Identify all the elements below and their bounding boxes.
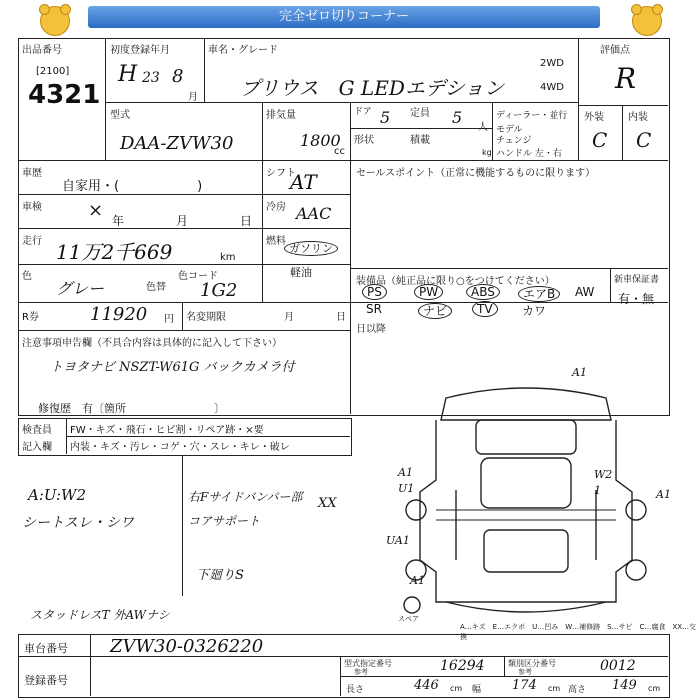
mark-a1-right: A1 — [656, 488, 671, 501]
first-reg-month: 8 — [172, 66, 184, 87]
exterior-value: C — [592, 128, 608, 152]
grade-value: R — [615, 62, 637, 95]
lot-label: 出品番号 — [22, 45, 62, 56]
recycle-label: R券 — [22, 312, 39, 323]
mark-a1-left: A1 — [398, 466, 413, 479]
first-reg-label: 初度登録年月 — [110, 45, 170, 56]
mark-a1-top: A1 — [572, 366, 587, 379]
model-label: 型式 — [110, 110, 130, 121]
notes-value: トヨタナビ NSZT-W61G バックカメラ付 — [50, 360, 295, 375]
shift-label: シフト — [266, 168, 296, 179]
fuel-gasoline: ガソリン — [284, 240, 338, 256]
inspector-label2: 記入欄 — [22, 442, 52, 453]
registration-label: 登録番号 — [24, 674, 68, 687]
inspection-day-unit: 日 — [240, 214, 253, 228]
repair-label: 修復歴 有〔箇所 〕 — [38, 402, 225, 415]
len-unit: cm — [450, 684, 463, 693]
remarks-mid2: コアサポート — [188, 514, 261, 528]
car-name-label: 車名・グレード — [208, 45, 278, 56]
equip-aw: AW — [575, 285, 595, 299]
lot-number: 4321 — [28, 80, 101, 110]
remarks-mid-mark: XX — [318, 496, 337, 511]
doors-label: ドア — [354, 107, 372, 117]
type-no-value: 16294 — [440, 658, 485, 674]
equipment-label: 装備品（純正品に限り○をつけてください） — [356, 276, 555, 287]
w-value: 174 — [512, 678, 537, 693]
inspector-row1: FW・キズ・飛石・ヒビ割・リペア跡・×要 — [70, 425, 264, 436]
equip-leather: カワ — [522, 304, 547, 318]
fuel-diesel: 軽油 — [290, 266, 312, 279]
inspector-row2: 内装・キズ・汚レ・コゲ・穴・スレ・キレ・破レ — [70, 442, 290, 453]
len-value: 446 — [414, 678, 439, 693]
remarks-bottom: スタッドレスT 外AWナシ — [30, 608, 170, 622]
displacement-value: 1800 — [300, 131, 341, 150]
transfer-month-unit: 月 — [284, 312, 294, 323]
mileage-label: 走行 — [22, 236, 42, 247]
w-label: 幅 — [472, 685, 482, 695]
color-code-label: 色コード — [178, 271, 218, 282]
h-value: 149 — [612, 678, 637, 693]
color-code: 1G2 — [200, 280, 238, 301]
use-value: 自家用・( ) — [62, 179, 203, 194]
notes-label: 注意事項申告欄（不具合内容は具体的に記入して下さい） — [22, 338, 282, 349]
len-label: 長さ — [346, 685, 365, 695]
inspection-label: 車検 — [22, 202, 42, 213]
equip-sr: SR — [366, 302, 382, 316]
class-no-value: 0012 — [600, 658, 636, 674]
type-no-label: 型式指定番号 — [344, 659, 392, 668]
mileage-value: 11万2千669 — [56, 240, 173, 264]
remarks-left1: A:U:W2 — [28, 486, 87, 504]
handle-label: ハンドル 左・右 — [496, 149, 562, 159]
equip-ps: PS — [362, 285, 387, 299]
h-label: 高さ — [568, 685, 587, 695]
transfer-day-unit: 日 — [336, 312, 346, 323]
first-reg-year: 23 — [142, 70, 160, 86]
mark-spare: スペア — [398, 615, 419, 623]
color-no-label: 色替 — [146, 282, 166, 293]
lot-sub: [2100] — [36, 66, 70, 77]
aircon-value: AAC — [296, 204, 332, 223]
equip-pw: PW — [414, 285, 443, 299]
interior-label: 内装 — [628, 112, 648, 123]
displacement-label: 排気量 — [266, 110, 296, 121]
type-no-sub: 参考 — [354, 668, 368, 676]
capacity-label: 定員 — [410, 108, 430, 119]
mark-u1-left: U1 — [398, 482, 415, 495]
grade-label: 評価点 — [600, 45, 630, 56]
inspector-label1: 検査員 — [22, 425, 52, 436]
sales-label: セールスポイント（正常に機能するものに限ります） — [356, 168, 596, 179]
delivery-label: 日以降 — [356, 324, 386, 335]
w-unit: cm — [548, 684, 561, 693]
drive-2wd: 2WD — [540, 58, 564, 69]
inspection-year-unit: 年 — [112, 214, 125, 228]
h-unit: cm — [648, 684, 661, 693]
new-warranty-label: 新車保証書 — [614, 275, 660, 285]
car-name-value: プリウス G LEDエデション — [240, 76, 505, 100]
recycle-unit: 円 — [164, 314, 174, 325]
mileage-unit: km — [220, 252, 236, 263]
mark-1: 1 — [594, 484, 601, 497]
shape-label: 形状 — [354, 135, 374, 146]
first-reg-era: H — [118, 62, 138, 87]
class-no-sub: 参考 — [518, 668, 532, 676]
class-no-label: 類別区分番号 — [508, 659, 556, 668]
use-label: 車歴 — [22, 168, 42, 179]
load-unit: kg — [482, 148, 492, 157]
mascot-left-icon — [40, 6, 70, 36]
new-warranty-value: 有・無 — [618, 292, 655, 306]
mark-a1-bottom: A1 — [410, 574, 425, 587]
recycle-value: 11920 — [90, 304, 148, 325]
capacity-unit: 人 — [478, 122, 488, 133]
remarks-mid1: 右Fサイドバンパー部 — [188, 490, 303, 504]
remarks-left2: シートスレ・シワ — [22, 515, 134, 531]
inspection-month-unit: 月 — [176, 214, 189, 228]
mascot-right-icon — [632, 6, 662, 36]
mark-w2: W2 — [594, 468, 613, 481]
mark-ua1: UA1 — [386, 534, 410, 547]
aircon-label: 冷房 — [266, 202, 286, 213]
first-reg-month-unit: 月 — [188, 92, 198, 103]
load-label: 積載 — [410, 135, 430, 146]
fuel-label: 燃料 — [266, 236, 286, 247]
equip-abs: ABS — [466, 285, 500, 299]
dealer-label: ディーラー・並行 — [496, 111, 568, 121]
drive-4wd: 4WD — [540, 82, 564, 93]
legend: A…キズ E…エクボ U…凹み W…補修跡 S…サビ C…腐食 XX…交換 — [460, 623, 697, 641]
transfer-label: 名変期限 — [186, 312, 226, 323]
chassis-value: ZVW30-0326220 — [110, 636, 264, 657]
shift-value: AT — [290, 170, 317, 194]
inspection-mark: × — [88, 200, 104, 221]
page-title: 完全ゼロ切りコーナー — [88, 6, 600, 28]
model-change-label: モデル — [496, 125, 523, 135]
capacity-value: 5 — [452, 108, 463, 127]
doors-value: 5 — [380, 108, 391, 127]
model-change-label2: チェンジ — [496, 136, 532, 146]
equip-navi: ナビ — [418, 302, 452, 319]
equip-airbag: エアB — [518, 285, 560, 302]
equip-tv: TV — [472, 302, 498, 316]
displacement-unit: cc — [334, 146, 345, 157]
remarks-mid3: 下廻りS — [196, 568, 244, 583]
color-label: 色 — [22, 271, 32, 282]
interior-value: C — [636, 128, 652, 152]
exterior-label: 外装 — [584, 112, 604, 123]
chassis-label: 車台番号 — [24, 642, 68, 655]
color-value: グレー — [56, 279, 105, 298]
model-value: DAA-ZVW30 — [120, 133, 234, 154]
